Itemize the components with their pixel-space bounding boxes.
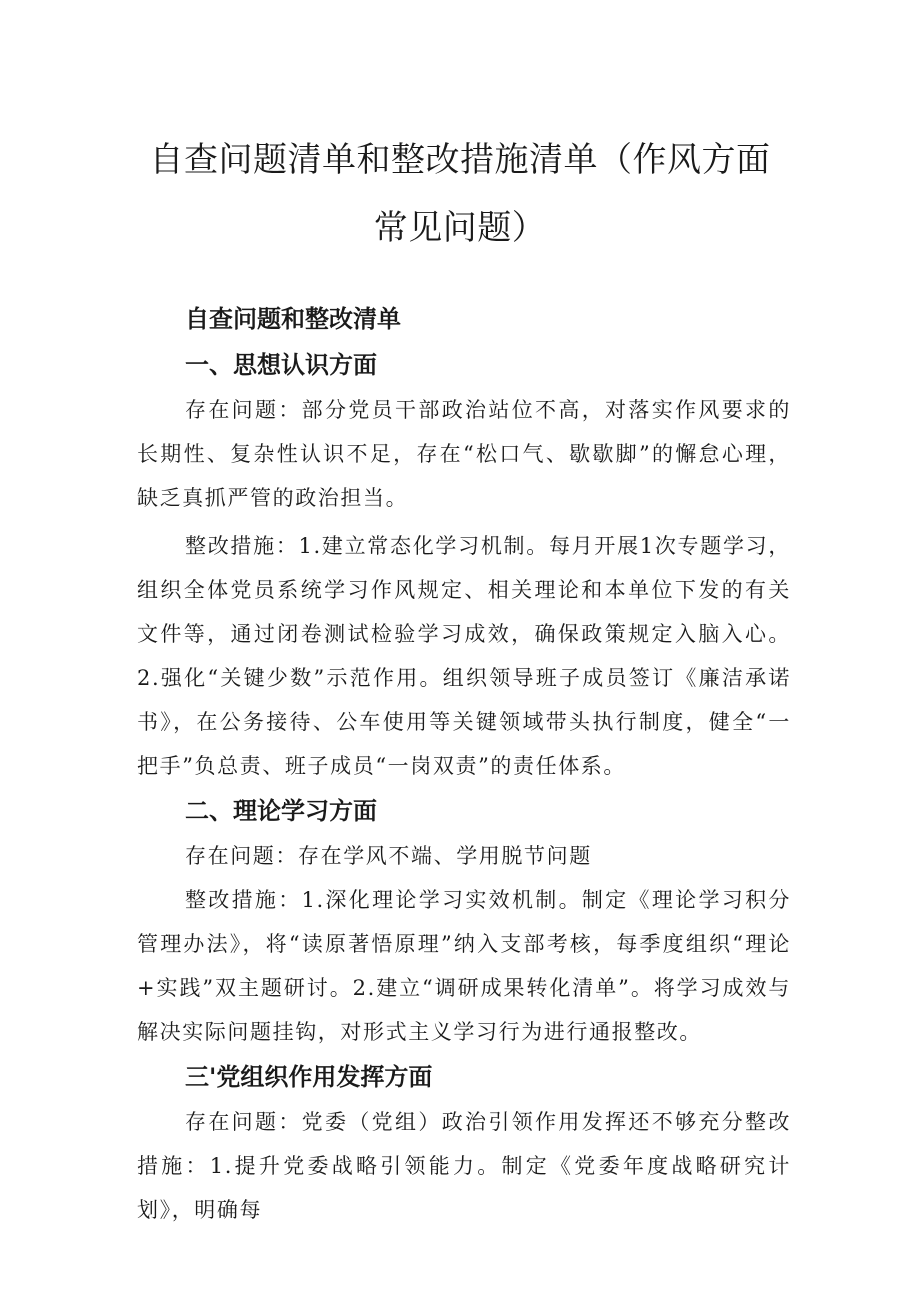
section-subtitle: 自查问题和整改清单 [185, 305, 401, 333]
section-2-measures: 整改措施：1.深化理论学习实效机制。制定《理论学习积分管理办法》，将“读原著悟原理”纳入支部考核，每季度组织“理论+实践”双主题研讨。2.建立“调研成果转化清单”。将学习成效与解决实际问题挂钩，对形式主义学习行为进行通报整改。 [137, 888, 791, 1044]
document-title-line-1: 自查问题清单和整改措施清单（作风方面 [149, 140, 771, 180]
section-2-problem: 存在问题：存在学风不端、学用脱节问题 [185, 844, 592, 868]
section-1-problem: 存在问题：部分党员干部政治站位不高，对落实作风要求的长期性、复杂性认识不足，存在“松口气、歇歇脚”的懈怠心理，缺乏真抓严管的政治担当。 [137, 398, 791, 510]
document-body [137, 296, 791, 1232]
section-heading-1: 一、思想认识方面 [185, 351, 377, 379]
document-title-line-2: 常见问题） [373, 208, 547, 248]
section-heading-3: 三'党组织作用发挥方面 [185, 1063, 433, 1091]
section-heading-2: 二、理论学习方面 [185, 797, 377, 825]
section-3-problem: 存在问题：党委（党组）政治引领作用发挥还不够充分整改措施：1.提升党委战略引领能力。制定《党委年度战略研究计划》，明确每 [137, 1110, 791, 1222]
section-1-measures: 整改措施：1.建立常态化学习机制。每月开展1次专题学习，组织全体党员系统学习作风规定、相关理论和本单位下发的有关文件等，通过闭卷测试检验学习成效，确保政策规定入脑入心。2.强化“关键少数”示范作用。组织领导班子成员签订《廉洁承诺书》，在公务接待、公车使用等关键领域带头执行制度，健全“一把手”负总责、班子成员“一岗双责”的责任体系。 [137, 534, 791, 778]
